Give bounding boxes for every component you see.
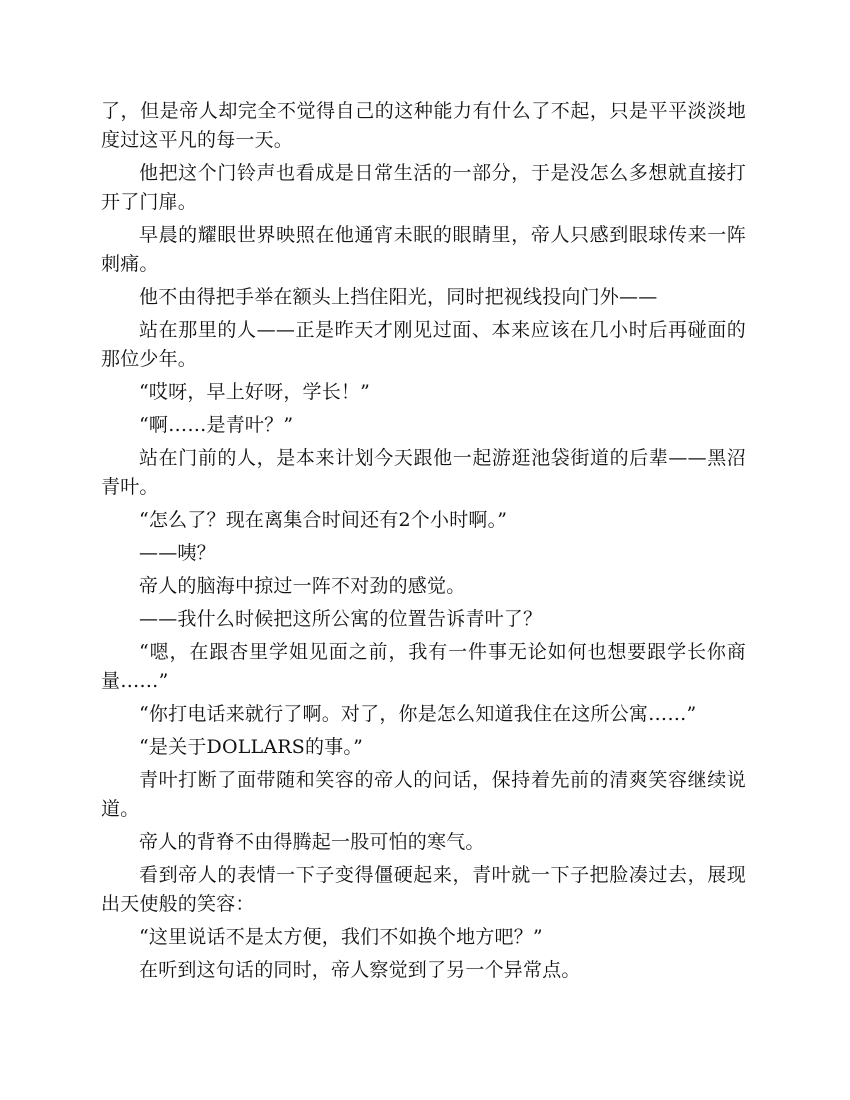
dialogue-paragraph: “你打电话来就行了啊。对了，你是怎么知道我住在这所公寓……” (139, 703, 697, 725)
dialogue-paragraph: “这里说话不是太方便，我们不如换个地方吧？” (139, 926, 543, 948)
dialogue-paragraph: “是关于DOLLARS的事。” (139, 736, 364, 758)
paragraph: 站在那里的人——正是昨天才刚见过面、本来应该在几小时后再碰面的那位少年。 (101, 319, 746, 370)
novel-text-body (101, 97, 746, 989)
dialogue-paragraph: “嗯，在跟杏里学姐见面之前，我有一件事无论如何也想要跟学长你商量……” (101, 641, 746, 692)
dialogue-paragraph: “啊……是青叶？” (139, 414, 294, 436)
paragraph: 他把这个门铃声也看成是日常生活的一部分，于是没怎么多想就直接打开了门扉。 (101, 162, 746, 213)
paragraph: ——咦？ (139, 542, 216, 564)
paragraph: 帝人的背脊不由得腾起一股可怕的寒气。 (139, 831, 485, 853)
paragraph: ——我什么时候把这所公寓的位置告诉青叶了？ (139, 608, 543, 630)
paragraph: 他不由得把手举在额头上挡住阳光，同时把视线投向门外—— (139, 286, 658, 308)
paragraph: 站在门前的人，是本来计划今天跟他一起游逛池袋街道的后辈——黑沼青叶。 (101, 447, 746, 498)
paragraph: 青叶打断了面带随和笑容的帝人的问话，保持着先前的清爽笑容继续说道。 (101, 769, 746, 820)
paragraph: 早晨的耀眼世界映照在他通宵未眠的眼睛里，帝人只感到眼球传来一阵刺痛。 (101, 224, 746, 275)
dialogue-paragraph: “哎呀，早上好呀，学长！” (139, 381, 371, 403)
dialogue-paragraph: “怎么了？现在离集合时间还有2个小时啊。” (139, 509, 508, 531)
paragraph: 在听到这句话的同时，帝人察觉到了另一个异常点。 (139, 959, 581, 981)
paragraph: 帝人的脑海中掠过一阵不对劲的感觉。 (139, 575, 466, 597)
paragraph: 看到帝人的表情一下子变得僵硬起来，青叶就一下子把脸凑过去，展现出天使般的笑容： (101, 864, 746, 915)
paragraph: 了，但是帝人却完全不觉得自己的这种能力有什么了不起，只是平平淡淡地度过这平凡的每一天。 (101, 100, 746, 151)
